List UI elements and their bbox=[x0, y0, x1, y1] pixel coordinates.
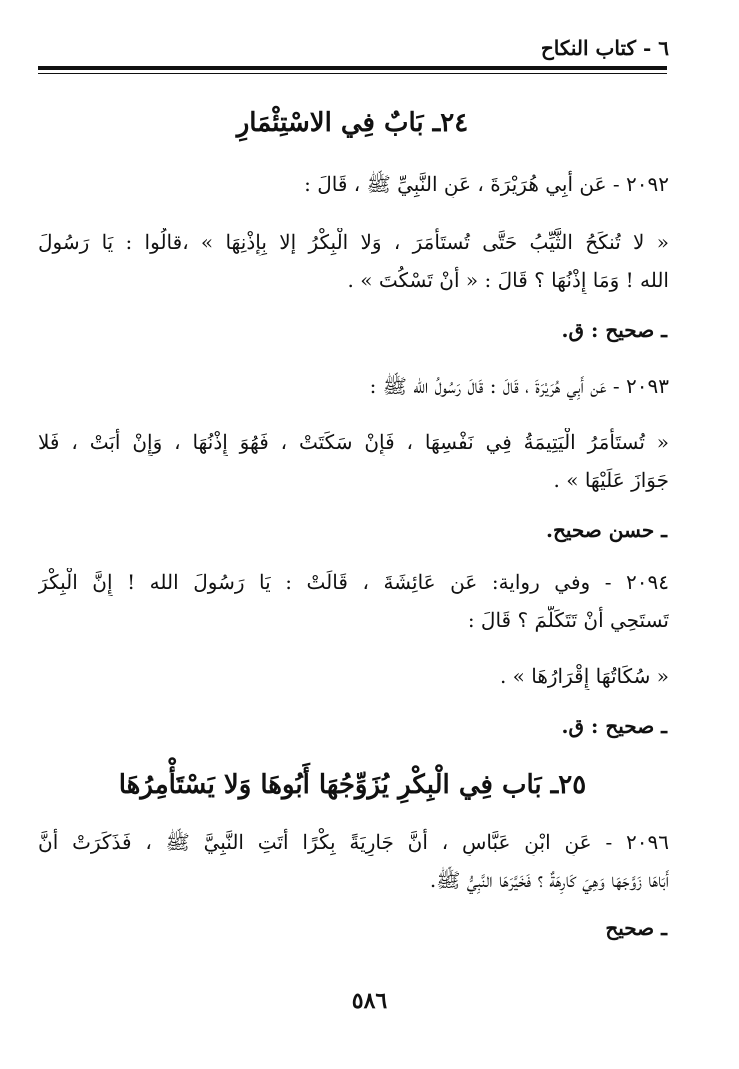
chapter-title-25: ٢٥ـ بَاب فِي الْبِكْرِ يُزَوِّجُهَا أَبُوهَا وَلا يَسْتَأْمِرُهَا bbox=[118, 770, 587, 800]
chapter-title-24: ٢٤ـ بَابٌ فِي الاسْتِئْمَارِ bbox=[236, 108, 469, 138]
hadith-2092-line-3: الله ! وَمَا إِذْنُهَا ؟ قَالَ : « أَنْ تَسْكُتَ » . bbox=[347, 268, 669, 292]
hadith-2094-line-2: تَستَحِي أَنْ تَتَكَلَّمَ ؟ قَالَ : bbox=[467, 608, 669, 632]
header-rule-thick bbox=[38, 66, 667, 70]
hadith-2096-grading: ـ صحيح bbox=[605, 916, 667, 940]
hadith-2093-line-2: « تُستَأمَرُ الْيَتِيمَةُ فِي نَفْسِهَا ، فَإِنْ سَكَتَتْ ، فَهُوَ إِذْنُهَا ، وَإِنْ أَبَتْ ، فَلا bbox=[38, 430, 669, 454]
hadith-2096-line-1: ٢٠٩٦ - عَنِ ابْنِ عَبَّاسٍ ، أَنَّ جَارِيَةً بِكْرًا أَتَتِ النَّبِيَّ ﷺ ، فَذَكَرَتْ أَنَّ bbox=[38, 830, 669, 854]
header-rule-thin bbox=[38, 73, 667, 74]
hadith-2094-line-1: ٢٠٩٤ - وفي رواية: عَن عَائِشَةَ ، قَالَتْ : يَا رَسُولَ الله ! إِنَّ الْبِكْرَ bbox=[38, 570, 669, 594]
hadith-2093-grading: ـ حسن صحيح. bbox=[545, 518, 667, 542]
hadith-2094-grading: ـ صحيح : ق. bbox=[561, 714, 667, 738]
hadith-2096-line-2: أَبَاهَا زَوَّجَهَا وَهِيَ كَارِهَةٌ ؟ فَخَيَّرَهَا النَّبِيُّ ﷺ. bbox=[429, 868, 669, 892]
hadith-2094-line-3: « سُكَاتُهَا إِقْرَارُهَا » . bbox=[499, 664, 669, 688]
hadith-2092-line-2: « لا تُنكَحُ الثَّيِّبُ حَتَّى تُستَأمَرَ ، وَلا الْبِكْرُ إلا بِإِذْنِهَا » ،قالُوا : يَا رَسُولَ bbox=[38, 230, 669, 254]
hadith-2093-line-3: جَوَازَ عَلَيْهَا » . bbox=[553, 468, 669, 492]
hadith-2092-grading: ـ صحيح : ق. bbox=[561, 318, 667, 342]
page-number: ٥٨٦ bbox=[351, 988, 388, 1014]
hadith-2092-line-1: ٢٠٩٢ - عَن أَبِي هُرَيْرَةَ ، عَنِ النَّبِيِّ ﷺ ، قَالَ : bbox=[304, 172, 669, 196]
hadith-2093-line-1: ٢٠٩٣ - عَن أَبِي هُرَيْرَةَ ، قَالَ : قَالَ رَسُولُ الله ﷺ : bbox=[369, 374, 669, 398]
running-head: ٦ - كتاب النكاح bbox=[540, 36, 669, 60]
